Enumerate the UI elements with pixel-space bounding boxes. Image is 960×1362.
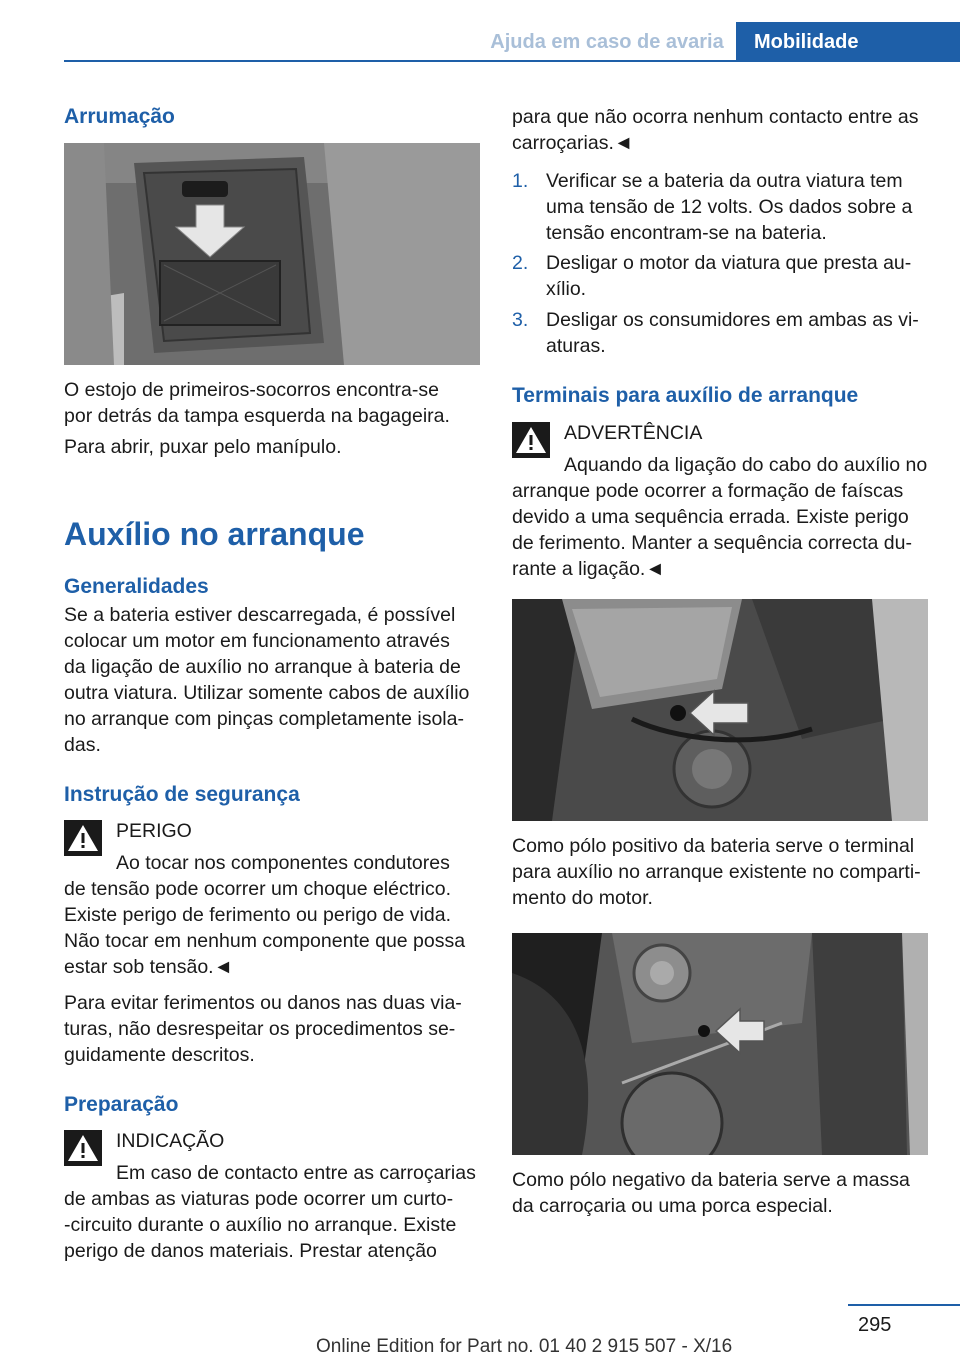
evitar-paragraph <box>64 990 482 1068</box>
text-line: guidamente descritos. <box>64 1044 255 1066</box>
positivo-paragraph <box>512 833 930 911</box>
text-line: no arranque com pinças completamente isola- <box>64 708 464 730</box>
perigo-warning <box>64 818 482 978</box>
warning-label: ADVERTÊNCIA <box>564 422 703 444</box>
text-line: para que não ocorra nenhum contacto entre as <box>512 106 919 128</box>
text-line: de ambas as viaturas pode ocorrer um curto- <box>64 1188 454 1210</box>
step-text <box>546 307 930 359</box>
step-item <box>512 250 930 304</box>
section-tab: Ajuda em caso de avaria <box>490 31 724 53</box>
seguranca-heading: Instrução de segurança <box>64 783 300 806</box>
text-line: turas, não desrespeitar os procedimentos se- <box>64 1018 456 1040</box>
step-item <box>512 168 930 248</box>
negative-terminal-image <box>512 933 928 1155</box>
continued-paragraph <box>512 104 930 156</box>
step-text <box>546 168 930 246</box>
text-line: uma tensão de 12 volts. Os dados sobre a <box>546 196 913 218</box>
text-line: outra viatura. Utilizar somente cabos de auxílio <box>64 682 470 704</box>
text-line: carroçarias.◄ <box>512 132 634 154</box>
text-line: Como pólo positivo da bateria serve o terminal <box>512 835 915 857</box>
warning-triangle-icon <box>64 820 102 856</box>
negativo-paragraph <box>512 1167 930 1219</box>
text-line: Para evitar ferimentos ou danos nas duas via- <box>64 992 462 1014</box>
text-line: por detrás da tampa esquerda na bagageira. <box>64 405 450 427</box>
text-line: mento do motor. <box>512 887 653 909</box>
text-line: devido a uma sequência errada. Existe perigo <box>512 506 909 528</box>
text-line: tensão encontram-se na bateria. <box>546 222 827 244</box>
warning-triangle-icon <box>512 422 550 458</box>
text-line: Não tocar em nenhum componente que possa <box>64 930 466 952</box>
arrumacao-heading: Arrumação <box>64 105 175 128</box>
warning-first-line: Aquando da ligação do cabo do auxílio no <box>564 454 928 476</box>
text-line: -circuito durante o auxílio no arranque. Existe <box>64 1214 457 1236</box>
page-number: 295 <box>858 1314 892 1336</box>
text-line: O estojo de primeiros-socorros encontra-se <box>64 379 439 401</box>
warning-triangle-icon <box>64 1130 102 1166</box>
text-line: perigo de danos materiais. Prestar atenção <box>64 1240 437 1262</box>
text-line: colocar um motor em funcionamento através <box>64 630 450 652</box>
text-line: da ligação de auxílio no arranque à bateria de <box>64 656 461 678</box>
engine-bay-positive-illustration <box>512 599 928 821</box>
text-line: arranque pode ocorrer a formação de faíscas <box>512 480 904 502</box>
footer-rule <box>848 1304 960 1306</box>
step-number: 1. <box>512 170 529 192</box>
generalidades-heading: Generalidades <box>64 575 209 598</box>
warning-text <box>64 876 482 980</box>
advertencia-warning <box>512 420 930 580</box>
auxilio-heading: Auxílio no arranque <box>64 516 365 552</box>
text-line: de tensão pode ocorrer um choque eléctrico. <box>64 878 451 900</box>
header-rule <box>64 60 960 62</box>
warning-label: PERIGO <box>116 820 192 842</box>
text-line: Existe perigo de ferimento ou perigo de vida. <box>64 904 451 926</box>
chapter-tab: Mobilidade <box>736 22 960 62</box>
notice-first-line: Em caso de contacto entre as carroçarias <box>116 1162 476 1184</box>
luggage-compartment-image <box>64 143 480 365</box>
notice-label: INDICAÇÃO <box>116 1130 225 1152</box>
positive-terminal-image <box>512 599 928 821</box>
page-header <box>0 0 960 62</box>
arrumacao-paragraph-1 <box>64 377 482 429</box>
text-line: para auxílio no arranque existente no comparti- <box>512 861 921 883</box>
text-line: Como pólo negativo da bateria serve a massa <box>512 1169 910 1191</box>
text-line: xílio. <box>546 278 587 300</box>
text-line: da carroçaria ou uma porca especial. <box>512 1195 833 1217</box>
indicacao-notice <box>64 1128 482 1262</box>
text-line: Desligar os consumidores em ambas as vi- <box>546 309 919 331</box>
engine-bay-negative-illustration <box>512 933 928 1155</box>
step-text <box>546 250 930 302</box>
warning-first-line: Ao tocar nos componentes condutores <box>116 852 450 874</box>
step-number: 2. <box>512 252 529 274</box>
text-line: de ferimento. Manter a sequência correcta du- <box>512 532 912 554</box>
step-number: 3. <box>512 309 529 331</box>
arrumacao-paragraph-2: Para abrir, puxar pelo manípulo. <box>64 436 342 458</box>
text-line: Se a bateria estiver descarregada, é possível <box>64 604 456 626</box>
text-line: aturas. <box>546 335 606 357</box>
preparacao-heading: Preparação <box>64 1093 179 1116</box>
edition-footer: Online Edition for Part no. 01 40 2 915 507 - X/16 <box>316 1336 733 1357</box>
text-line: das. <box>64 734 101 756</box>
text-line: Verificar se a bateria da outra viatura tem <box>546 170 903 192</box>
notice-text <box>64 1186 482 1264</box>
step-item <box>512 307 930 361</box>
luggage-compartment-illustration <box>64 143 480 365</box>
terminais-heading: Terminais para auxílio de arranque <box>512 384 859 407</box>
text-line: rante a ligação.◄ <box>512 558 665 580</box>
warning-text <box>512 478 930 582</box>
generalidades-paragraph <box>64 602 482 758</box>
text-line: Desligar o motor da viatura que presta au- <box>546 252 912 274</box>
text-line: estar sob tensão.◄ <box>64 956 233 978</box>
